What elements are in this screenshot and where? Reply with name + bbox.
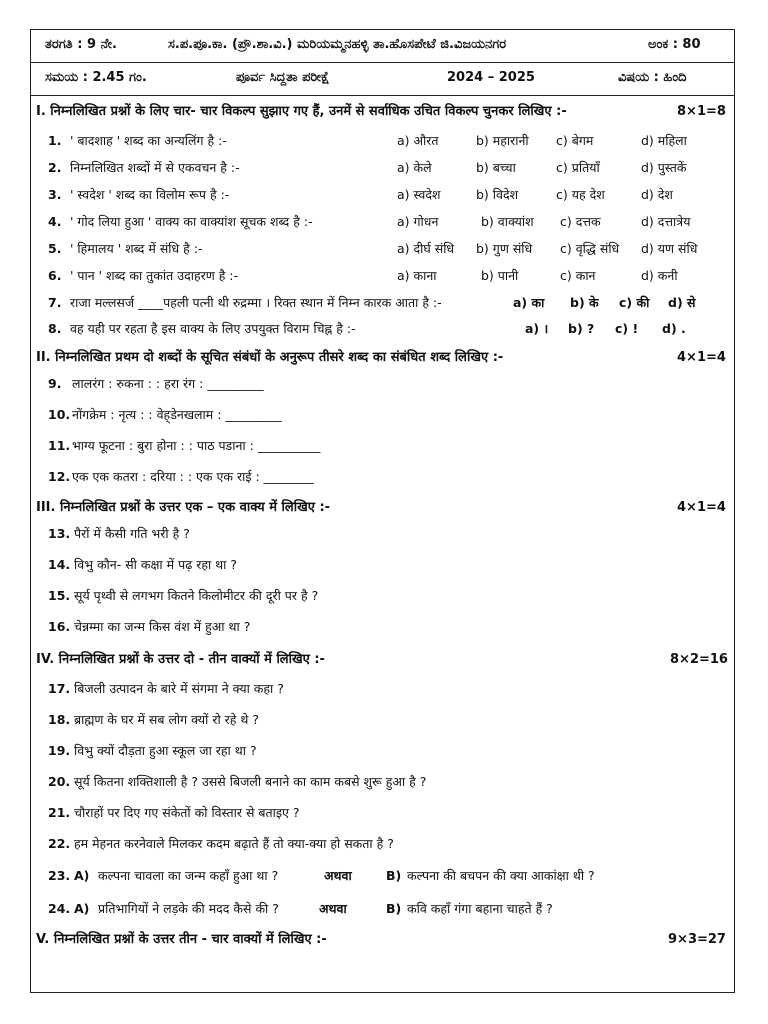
academic-year: 2024 – 2025 [447,70,535,85]
exam-name: ಪೂರ್ವ ಸಿದ್ದತಾ ಪರೀಕ್ಷೆ [236,70,330,85]
section-5-marks: 9×3=27 [668,932,726,947]
section-2-title: II. निम्नलिखित प्रथम दो शब्दों के सूचित संबंधों के अनुरूप तीसरे शब्द का संबंधित शब्द लिखिए :- [36,350,504,365]
option-d: d) . [662,321,686,336]
question-text: चौराहों पर दिए गए संकेतों को विस्तार से बताइए ? [74,805,300,820]
option-a: a) केले [397,160,432,175]
question-number: 16. [48,619,71,634]
subject: ವಿಷಯ : ಹಿಂದಿ [618,70,687,85]
question-number: 18. [48,712,71,727]
option-b-text: कल्पना की बचपन की क्या आकांक्षा थी ? [407,868,595,883]
option-b: b) विदेश [476,187,519,202]
question-number: 17. [48,681,71,696]
option-c: c) दत्तक [560,214,601,229]
option-a: a) स्वदेश [397,187,441,202]
question-text: विभु क्यों दौड़ता हुआ स्कूल जा रहा था ? [74,743,257,758]
question-text: ' पान ' शब्द का तुकांत उदाहरण है :- [70,268,239,283]
or-label: अथवा [324,868,352,883]
question-number: 9. [48,376,62,391]
question-text: सूर्य कितना शक्तिशाली है ? उससे बिजली बनाने का काम कबसे शुरू हुआ है ? [74,774,427,789]
header-divider-2 [30,95,735,96]
question-text: राजा मल्लसर्ज ____पहली पत्नी थी रुद्रम्मा । रिक्त स्थान में निम्न कारक आता है :- [70,295,442,310]
question-number: 1. [48,133,62,148]
section-1-marks: 8×1=8 [677,104,726,119]
option-b-label: B) [386,868,402,883]
question-text: लालरंग : रुकना : : हरा रंग : _________ [72,376,264,391]
option-a: a) औरत [397,133,439,148]
option-d: d) पुस्तकें [641,160,687,175]
question-text: एक एक कतरा : दरिया : : एक एक राई : ________ [72,469,314,484]
question-number: 6. [48,268,62,283]
question-number: 14. [48,557,71,572]
question-number: 7. [48,295,62,310]
option-b: b) महारानी [476,133,529,148]
section-5-title: V. निम्नलिखित प्रश्नों के उत्तर तीन - चार वाक्यों में लिखिए :- [36,932,327,947]
option-b: b) गुण संधि [476,241,533,256]
option-b-label: B) [386,901,402,916]
option-c: c) यह देश [556,187,605,202]
option-b-text: कवि कहाँ गंगा बहाना चाहते हैं ? [407,901,553,916]
question-text: ' स्वदेश ' शब्द का विलोम रूप है :- [70,187,230,202]
question-number: 20. [48,774,71,789]
question-text: वह यही पर रहता है इस वाक्य के लिए उपयुक्त विराम चिह्न है :- [70,321,356,336]
option-a: a) । [525,321,549,336]
option-a: a) दीर्घ संधि [397,241,455,256]
total-marks: ಅಂಕ : 80 [648,37,701,52]
option-a: a) गोधन [397,214,439,229]
option-a-text: कल्पना चावला का जन्म कहाँ हुआ था ? [98,868,279,883]
question-text: चेन्नम्मा का जन्म किस वंश में हुआ था ? [74,619,251,634]
question-number: 8. [48,321,62,336]
question-text: विभु कौन- सी कक्षा में पढ़ रहा था ? [74,557,237,572]
or-label: अथवा [319,901,347,916]
option-b: b) वाक्यांश [481,214,534,229]
section-4-marks: 8×2=16 [670,652,728,667]
question-number: 11. [48,438,71,453]
question-number: 19. [48,743,71,758]
option-c: c) कान [560,268,596,283]
section-4-title: IV. निम्नलिखित प्रश्नों के उत्तर दो - तीन वाक्यों में लिखिए :- [36,652,325,667]
class-label: ತರಗತಿ : 9 ನೇ. [45,37,117,52]
question-text: हम मेहनत करनेवाले मिलकर कदम बढ़ाते हैं तो क्या-क्या हो सकता है ? [74,836,394,851]
section-3-marks: 4×1=4 [677,500,726,515]
option-c: c) ! [615,321,639,336]
option-a-label: A) [74,901,90,916]
question-number: 13. [48,526,71,541]
question-text: बिजली उत्पादन के बारे में संगमा ने क्या कहा ? [74,681,284,696]
option-d: d) कनी [641,268,678,283]
option-d: d) यण संधि [641,241,698,256]
question-number: 15. [48,588,71,603]
option-a-label: A) [74,868,90,883]
question-text: भाग्य फूटना : बुरा होना : : पाठ पडाना : __________ [72,438,321,453]
option-b: b) पानी [481,268,519,283]
question-text: पैरों में कैसी गति भरी है ? [74,526,190,541]
question-text: सूर्य पृथ्वी से लगभग कितने किलोमीटर की दूरी पर है ? [74,588,319,603]
option-a: a) काना [397,268,437,283]
question-number: 3. [48,187,62,202]
option-d: d) देश [641,187,673,202]
section-1-title: I. निम्नलिखित प्रश्नों के लिए चार- चार विकल्प सुझाए गए हैं, उनमें से सर्वाधिक उचित विकल्प चुनकर लिखिए :- [36,104,567,119]
option-d: d) दत्तात्रेय [641,214,691,229]
question-number: 23. [48,868,71,883]
option-c: c) बेगम [556,133,594,148]
question-number: 12. [48,469,71,484]
question-number: 22. [48,836,71,851]
exam-time: ಸಮಯ : 2.45 ಗಂ. [45,70,147,85]
question-number: 4. [48,214,62,229]
option-b: b) बच्चा [476,160,516,175]
question-number: 21. [48,805,71,820]
question-text: ब्राह्मण के घर में सब लोग क्यों रो रहे थे ? [74,712,259,727]
option-c: c) की [619,295,650,310]
question-text: ' गोद लिया हुआ ' वाक्य का वाक्यांश सूचक शब्द है :- [70,214,313,229]
option-d: d) से [668,295,696,310]
option-b: b) के [570,295,599,310]
question-number: 24. [48,901,71,916]
option-b: b) ? [568,321,595,336]
option-a: a) का [513,295,545,310]
header-divider-1 [30,62,735,63]
question-text: निम्नलिखित शब्दों में से एकवचन है :- [70,160,240,175]
school-name: ಸ.ಪ.ಪೂ.ಕಾ. (ಪ್ರೌ.ಶಾ.ವಿ.) ಮರಿಯಮ್ಮನಹಳ್ಳಿ ತಾ.ಹೊಸಪೇಟೆ ಜಿ.ವಿಜಯನಗರ [168,37,507,52]
question-text: ' बादशाह ' शब्द का अन्यलिंग है :- [70,133,227,148]
section-3-title: III. निम्नलिखित प्रश्नों के उत्तर एक – एक वाक्य में लिखिए :- [36,500,331,515]
option-c: c) वृद्धि संधि [560,241,620,256]
question-text: ' हिमालय ' शब्द में संधि है :- [70,241,203,256]
question-number: 2. [48,160,62,175]
option-a-text: प्रतिभागियों ने लड़के की मदद कैसे की ? [98,901,279,916]
question-number: 10. [48,407,71,422]
section-2-marks: 4×1=4 [677,350,726,365]
option-c: c) प्रतियाँ [556,160,600,175]
option-d: d) महिला [641,133,687,148]
question-number: 5. [48,241,62,256]
question-text: नोंगक्रेम : नृत्य : : वेह्‌डेनखलाम : _________ [72,407,282,422]
